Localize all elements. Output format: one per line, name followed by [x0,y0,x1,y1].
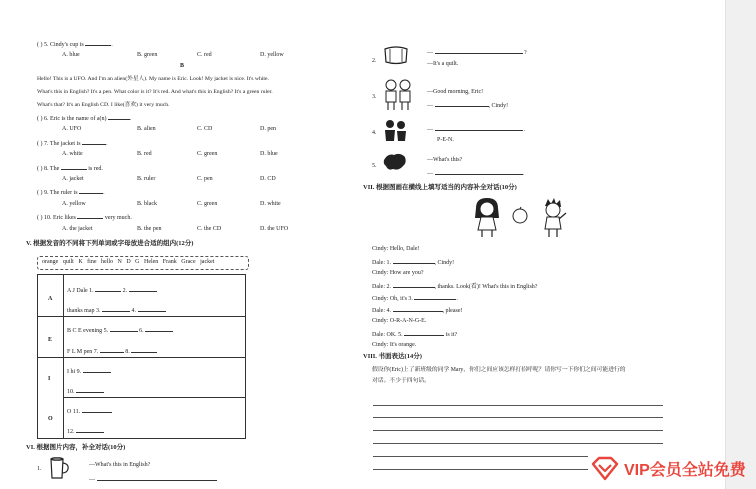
word-bank-words: orange quilt K fine hello N D G Helen Frank Grace jacket [42,259,215,265]
group-e-label: E [48,337,53,343]
sound-group-table [37,274,246,439]
dialogue-line-8: Dale: OK. 5. is it? [372,329,457,339]
group-o-label: O [48,416,53,422]
viewer-side-strip [725,0,756,489]
q5: ( ) 5. Cindy's cup is . [37,39,113,49]
q9: ( ) 9. The ruler is . [37,187,105,197]
row-i1: I hi 9. [67,366,111,376]
row-e2: F L M pen 7. 8. [67,346,157,356]
q7-opt-b: B. red [137,151,152,157]
q6-opt-d: D. pen [260,126,276,132]
word-bank [37,256,249,270]
q7-opt-d: D. blue [260,151,278,157]
p2-question: — ? [427,47,527,57]
q6: ( ) 6. Eric is the name of a(n) . [37,113,131,123]
q9-opt-a: A. yellow [62,201,86,207]
q8-opt-c: C. pen [197,176,213,182]
dialogue-line-9: Cindy: It's orange. [372,342,417,348]
writing-line-4 [373,443,663,444]
quilt-icon [382,43,410,65]
orange-icon [511,206,529,224]
row-e1: B C E evening 5. 6. [67,325,173,335]
pen-people-icon [382,117,408,143]
diamond-icon [590,455,620,481]
writing-line-5 [373,456,588,457]
boy-dale-icon [538,196,568,238]
essay-prompt-line-1: 假设你(Eric)上了新班级的同学 Mary，你们之间应该怎样打招呼呢？请你写一下你们之间可能进行的 [372,367,626,373]
q10-opt-d: D. the UFO [260,226,289,232]
dialogue-line-1: Cindy: Hello, Dale! [372,246,420,252]
q9-opt-c: C. green [197,201,218,207]
writing-line-2 [373,417,663,418]
p2-answer: —It's a quilt. [427,61,459,67]
passage-line-1: Hello! This is a UFO. And I'm an alien(外星人). My name is Eric. Look! My jacket is nice. It's white. [37,76,269,82]
q7: ( ) 7. The jacket is . [37,138,108,148]
q8: ( ) 8. The is red. [37,163,103,173]
q5-opt-c: C. red [197,52,212,58]
q5-opt-a: A. blue [62,52,80,58]
p4-question: — . [427,124,526,134]
q8-opt-b: B. ruler [137,176,156,182]
q5-opt-d: D. yellow [260,52,284,58]
group-a-label: A [48,296,53,302]
writing-line-1 [373,405,663,406]
children-greeting-icon [381,77,415,111]
q10-opt-b: B. the pen [137,226,162,232]
section-8-title: VIII. 书面表达(14分) [363,353,422,360]
passage-line-3: What's that? It's an English CD. I like(喜欢) it very much. [37,102,170,108]
row-a1: A J Dale 1. 2. [67,285,157,295]
dialogue-line-5: Cindy: Oh, it's 3. . [372,293,458,303]
passage-line-2: What's this in English? It's a pen. What color is it? It's red. And what's this in English? It's a green ruler. [37,89,273,95]
q6-opt-c: C. CD [197,126,213,132]
pic1-answer: — [89,474,217,484]
dialogue-line-3: Cindy: How are you? [372,270,424,276]
vip-text[interactable]: VIP会员全站免费 [624,461,746,479]
vip-banner[interactable] [590,454,746,482]
p5-number: 5. [372,163,377,169]
girl-cindy-icon [470,196,504,238]
p4-answer: P-E-N. [437,137,454,143]
p5-answer: — . [427,168,524,178]
p3-answer: — , Cindy! [427,100,508,110]
cup-icon [48,455,70,481]
dialogue-line-2: Dale: 1. , Cindy! [372,257,454,267]
dialogue-line-7: Cindy: O-R-A-N-G-E. [372,318,427,324]
section-5-title: V. 根据发音的不同将下列单词或字母放进合适的组内(12分) [26,240,194,247]
dialogue-line-4: Dale: 2. , thanks. Look(看)! What's this in English? [372,281,537,291]
p3-number: 3. [372,94,377,100]
pic1-number: 1. [37,466,42,472]
p2-number: 2. [372,58,377,64]
row-a2: thanks map 3. 4. [67,305,166,315]
q9-opt-b: B. black [137,201,157,207]
q10-opt-a: A. the jacket [62,226,93,232]
row-i2: 10. [67,386,104,396]
q10: ( ) 10. Eric likes very much. [37,212,132,222]
essay-prompt-line-2: 对话。不少于四句话。 [372,378,430,384]
row-o1: O 11. [67,406,112,416]
q8-opt-d: D. CD [260,176,276,182]
q10-opt-c: C. the CD [197,226,222,232]
q5-opt-b: B. green [137,52,158,58]
q6-opt-b: B. alien [137,126,156,132]
p5-question: —What's this? [427,157,463,163]
dialogue-line-6: Dale: 4. , please! [372,305,463,315]
pic1-question: —What's this in English? [89,462,151,468]
passage-label: B [180,63,185,69]
section-7-title: VII. 根据图画在横线上填写适当的内容补全对话(10分) [363,184,517,191]
writing-line-3 [373,430,663,431]
q7-opt-a: A. white [62,151,83,157]
q9-opt-d: D. white [260,201,281,207]
writing-line-6 [373,469,588,470]
q8-opt-a: A. jacket [62,176,84,182]
p3-question: —Good morning, Eric! [427,89,484,95]
section-6-title: VI. 根据图片内容，补全对话(10分) [26,444,126,451]
q7-opt-c: C. green [197,151,218,157]
row-o2: 12. [67,426,104,436]
group-i-label: I [48,376,51,382]
p4-number: 4. [372,130,377,136]
map-icon [382,150,408,174]
q6-opt-a: A. UFO [62,126,82,132]
